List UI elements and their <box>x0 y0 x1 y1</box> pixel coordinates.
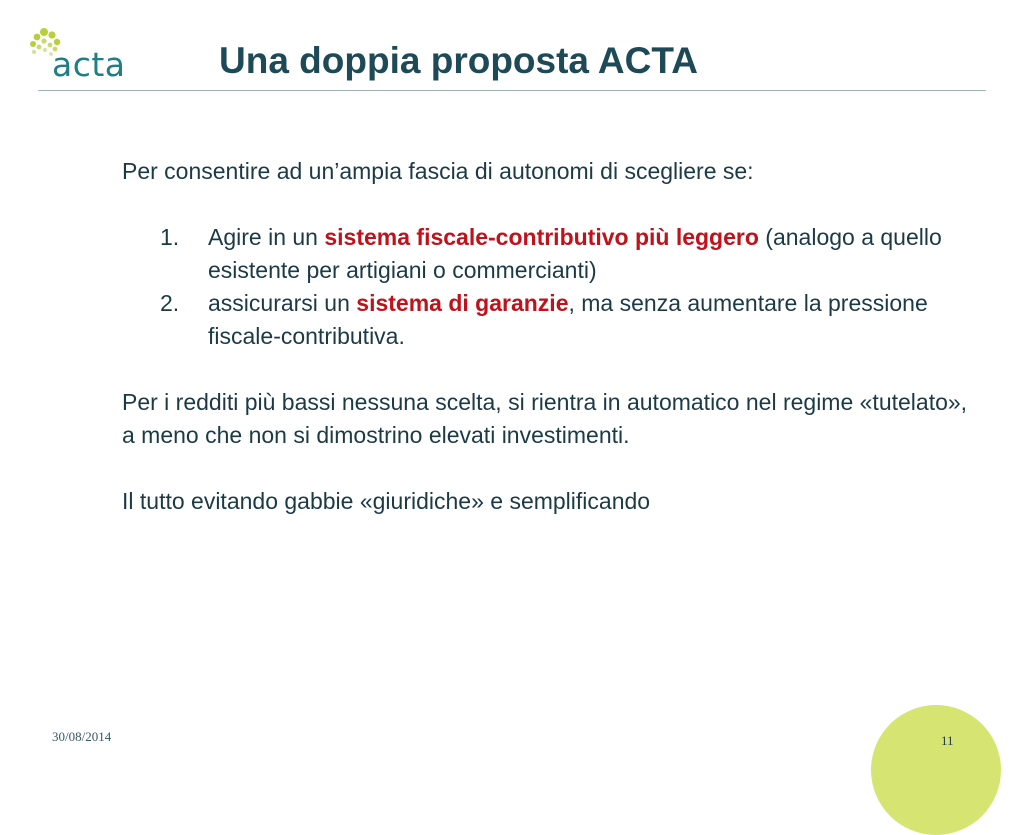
spacer <box>122 353 982 386</box>
spacer <box>122 452 982 485</box>
list-item <box>122 287 982 353</box>
item-text: Agire in un <box>208 224 325 250</box>
footer-date: 30/08/2014 <box>52 729 112 744</box>
item-text: assicurarsi un <box>208 290 357 316</box>
item-text-rest: , ma senza aumentare la pressione fiscale-contributiva. <box>208 290 928 349</box>
item-highlight: sistema di garanzie <box>356 290 569 316</box>
intro-text: Per consentire ad un’ampia fascia di autonomi di scegliere se: <box>122 158 754 184</box>
list-number: 1. <box>160 224 180 250</box>
item-text-rest: (analogo a quello esistente per artigiani o commercianti) <box>208 224 942 283</box>
paragraph-summary: Il tutto evitando gabbie «giuridiche» e semplificando <box>122 488 651 514</box>
spacer <box>122 188 982 221</box>
slide-body <box>122 155 982 518</box>
logo-text: acta <box>52 45 126 84</box>
list-number: 2. <box>160 290 180 316</box>
proposal-list <box>122 221 982 353</box>
item-highlight: sistema fiscale-contributivo più leggero <box>324 224 759 250</box>
paragraph-low-income: Per i redditi più bassi nessuna scelta, si rientra in automatico nel regime «tutelato», a meno che non si dimostrino elevati investimenti. <box>122 389 968 448</box>
page-number-circle <box>871 705 1001 835</box>
list-item <box>122 221 982 287</box>
page-number: 11 <box>941 733 954 748</box>
page-title: Una doppia proposta ACTA <box>219 40 698 81</box>
title-divider <box>38 90 986 91</box>
